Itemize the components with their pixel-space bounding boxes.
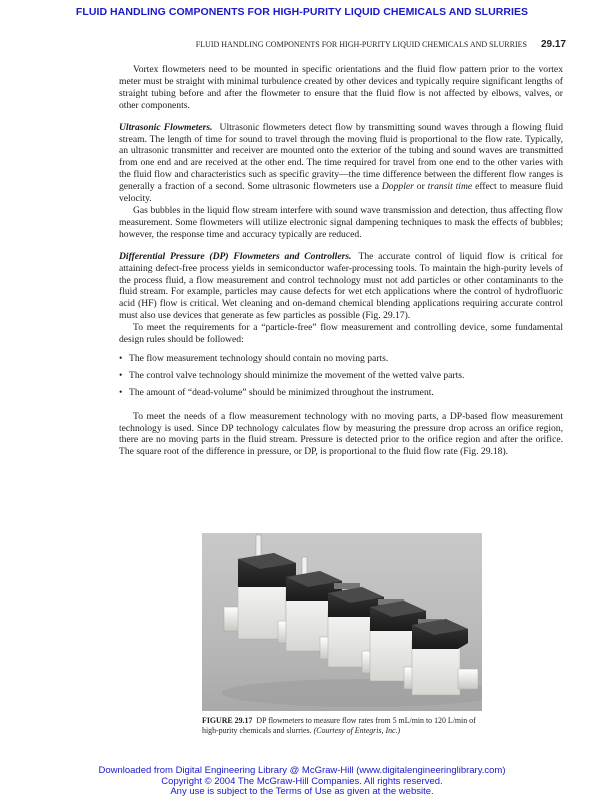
bullet-icon: • <box>119 352 123 364</box>
dp-text: The accurate control of liquid flow is critical for attaining defect-free process yields in semiconductor wafer-processing tools. To maintain the high-purity levels of the process fluid, a flow measurement and control technology must not add particles or other contaminants to the fluid stream. For example, particles may cause defects for wet etch applications where the control of hydrofluoric acid (HF) flow is critical. Wet cleaning and on-demand chemical blending applications requiring accurate control must also use devices that generate as few particles as possible (Fig. 29.17). <box>119 250 563 322</box>
figure-caption-text: DP flowmeters to measure flow rates from 5 mL/min to 120 L/min of high-purity chemicals and slurries. <box>202 716 476 735</box>
footer-line-1: Downloaded from Digital Engineering Library @ McGraw-Hill (www.digitalengineeringlibrary.com) <box>98 765 506 776</box>
bullet-icon: • <box>119 369 123 381</box>
bullet-icon: • <box>119 386 123 398</box>
or-word: or <box>416 181 425 193</box>
running-head <box>0 39 566 50</box>
article-body <box>119 64 563 458</box>
download-banner: FLUID HANDLING COMPONENTS FOR HIGH-PURITY LIQUID CHEMICALS AND SLURRIES <box>75 6 529 18</box>
footer-line-3: Any use is subject to the Terms of Use as given at the website. <box>170 786 434 797</box>
figure-label: FIGURE 29.17 <box>202 716 253 725</box>
list-item <box>119 387 563 399</box>
page-number: 29.17 <box>540 39 566 50</box>
paragraph-vortex: Vortex flowmeters need to be mounted in specific orientations and the fluid flow pattern prior to the vortex meter must be straight with minimal turbulence created by other devices and typically require significant lengths of straight tubing before and after the flowmeter to ensure that the fluid flow is not affected by elbows, valves, or other components. <box>119 64 563 111</box>
figure-credit: (Courtesy of Entegris, Inc.) <box>313 726 401 735</box>
paragraph-dp-technology: To meet the needs of a flow measurement technology with no moving parts, a DP-based flow measurement technology is used. Since DP technology calculates flow by measuring the pressure drop across an orifice region, there are no moving parts in the fluid stream. Pressure is detected prior to the orifice region and after the orifice. The square root of the difference in pressure, or DP, is proportional to the fluid flow rate (Fig. 29.18). <box>119 410 563 458</box>
list-item-text: The flow measurement technology should contain no moving parts. <box>129 352 389 364</box>
design-rules-list <box>119 353 563 399</box>
list-item-text: The amount of “dead-volume” should be minimized throughout the instrument. <box>129 386 434 398</box>
dp-heading: Differential Pressure (DP) Flowmeters and Controllers. <box>119 250 352 262</box>
ultrasonic-text-b: effect to measure fluid velocity. <box>119 181 563 205</box>
section-ultrasonic <box>119 122 563 205</box>
footer-line-2: Copyright © 2004 The McGraw-Hill Companies. All rights reserved. <box>161 775 443 787</box>
paragraph-design-rules: To meet the requirements for a “particle-free” flow measurement and controlling device, some fundamental design rules should be followed: <box>119 322 563 346</box>
list-item-text: The control valve technology should minimize the movement of the wetted valve parts. <box>129 369 465 381</box>
list-item <box>119 370 563 382</box>
dp-flowmeters-illustration <box>202 533 482 711</box>
doppler-term: Doppler <box>381 181 414 193</box>
section-dp <box>119 251 563 322</box>
flowmeter-unit-5 <box>404 619 478 695</box>
list-item <box>119 353 563 365</box>
figure-caption <box>202 716 486 736</box>
download-footer <box>0 766 604 798</box>
figure-photo <box>202 533 482 711</box>
ultrasonic-heading: Ultrasonic Flowmeters. <box>119 121 213 133</box>
paragraph-bubbles: Gas bubbles in the liquid flow stream interfere with sound wave transmission and detection, thus affecting flow measurement. Some flowmeters will utilize electronic signal dampening techniques to mask the effects of bubbles; however, the response time and accuracy typically are reduced. <box>119 204 563 240</box>
ultrasonic-text-a: Ultrasonic flowmeters detect flow by transmitting sound waves through a flowing fluid stream. The length of time for sound to travel through the moving fluid is proportional to the flow rate. Typically, an ultrasonic transmitter and receiver are mounted onto the exterior of the tubing and sound waves are transmitted from one end and are received at the other end. The time required for travel from one end to the other varies with the fluid flow and characteristics such as specific gravity—the time difference between the different flow ranges is generally a fraction of a second. Some ultrasonic flowmeters use a <box>119 121 563 193</box>
transit-time-term: transit time <box>427 181 473 193</box>
running-head-title: FLUID HANDLING COMPONENTS FOR HIGH-PURITY LIQUID CHEMICALS AND SLURRIES <box>195 40 527 49</box>
